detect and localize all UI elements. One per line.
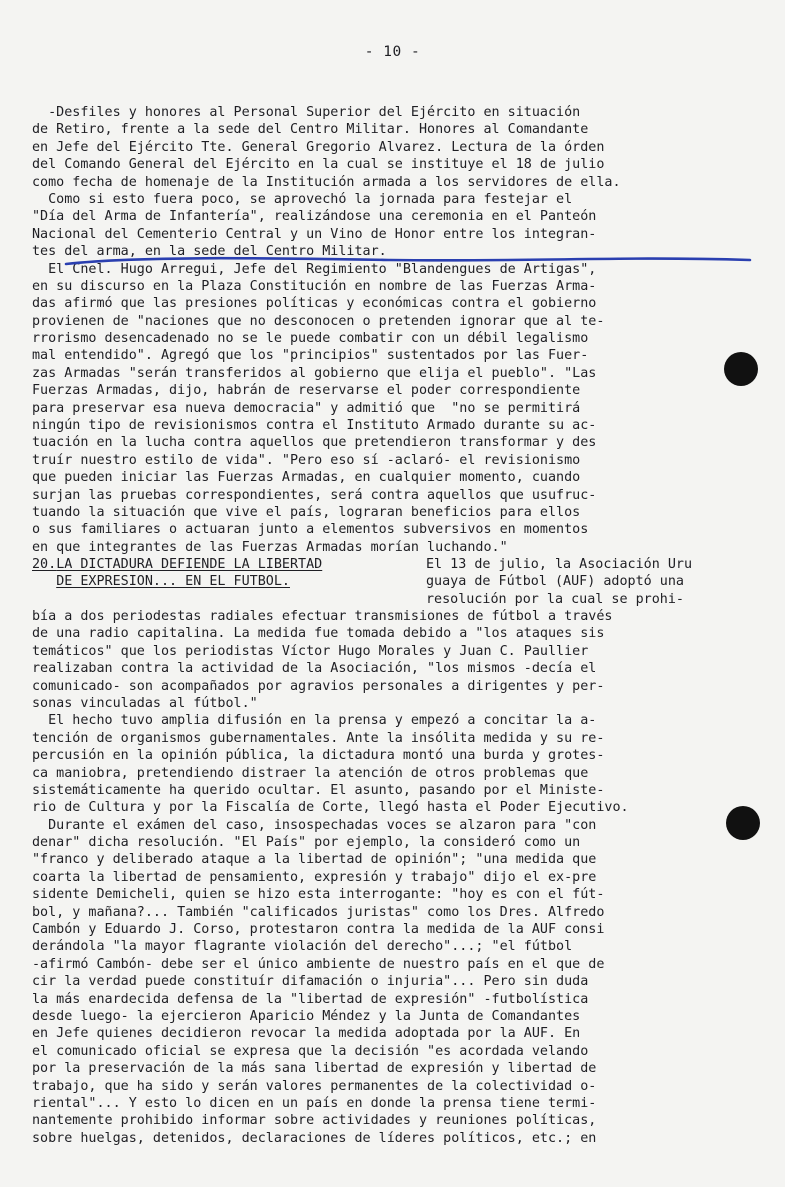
text-line: para preservar esa nueva democracia" y admitió que "no se permitirá [32,400,581,416]
text-line: denar" dicha resolución. "El País" por ejemplo, la consideró como un [32,835,581,851]
text-line: bol, y mañana?... También "calificados juristas" como los Dres. Alfredo [32,904,605,920]
section-title-line1: LA DICTADURA DEFIENDE LA LIBERTAD [56,557,323,572]
text-line: sistemáticamente ha querido ocultar. El asunto, pasando por el Ministe- [32,782,605,798]
text-line: el comunicado oficial se expresa que la decisión "es acordada velando [32,1043,589,1059]
text-line: la más enardecida defensa de la "libertad de expresión" -futbolística [32,991,589,1007]
text-line: mal entendido". Agregó que los "principios" sustentados por las Fuer- [32,348,589,364]
text-line: Cambón y Eduardo J. Corso, protestaron contra la medida de la AUF consi [32,922,605,938]
text-line: que pueden iniciar las Fuerzas Armadas, en cualquier momento, cuando [32,470,581,486]
text-line: en su discurso en la Plaza Constitución en nombre de las Fuerzas Arma- [32,278,597,294]
text-line: del Comando General del Ejército en la cual se instituye el 18 de julio [32,157,605,173]
text-line: El 13 de julio, la Asociación Uru [426,557,693,572]
text-line: sonas vinculadas al fútbol." [32,695,258,711]
text-line: bía a dos periodestas radiales efectuar transmisiones de fútbol a través [32,609,613,624]
text-line: o sus familiares o actuaran junto a elementos subversivos en momentos [32,522,589,538]
text-line: trabajo, que ha sido y serán valores permanentes de la colectividad o- [32,1078,597,1094]
pen-underline-mark [60,250,760,280]
text-line: -Desfiles y honores al Personal Superior del Ejército en situación [32,105,581,120]
text-line: rrorismo desencadenado no se le puede combatir con un débil legalismo [32,331,589,347]
text-line: riental"... Y esto lo dicen en un país en donde la prensa tiene termi- [32,1095,597,1111]
text-line: derándola "la mayor flagrante violación del derecho"...; "el fútbol [32,939,573,955]
text-line: ca maniobra, pretendiendo distraer la atención de otros problemas que [32,765,589,781]
text-line: das afirmó que las presiones políticas y económicas contra el gobierno [32,296,597,312]
ink-blot-mark [724,352,758,386]
text-line: tuando la situación que vive el país, lograran beneficios para ellos [32,504,581,520]
text-line: de una radio capitalina. La medida fue tomada debido a "los ataques sis [32,626,605,642]
text-line: Nacional del Cementerio Central y un Vino de Honor entre los integran- [32,226,597,242]
page-number: - 10 - [364,44,421,60]
text-line: provienen de "naciones que no desconocen o pretenden ignorar que al te- [32,313,605,329]
text-line: sidente Demicheli, quien se hizo esta interrogante: "hoy es con el fút- [32,887,605,903]
text-line: percusión en la opinión pública, la dictadura montó una burda y grotes- [32,748,605,764]
section-heading [32,556,422,591]
text-line: en Jefe del Ejército Tte. General Gregorio Alvarez. Lectura de la órden [32,139,605,155]
section-body [32,608,767,1147]
text-line: guaya de Fútbol (AUF) adoptó una [426,574,684,590]
text-line: zas Armadas "serán transferidos al gobierno que elija el pueblo". "Las [32,365,597,381]
text-line: comunicado- son acompañados por agravios personales a dirigentes y per- [32,678,605,694]
ink-blot-mark [726,806,760,840]
text-line: Durante el exámen del caso, insospechadas voces se alzaron para "con [32,817,597,833]
text-line: tes del arma, en la sede del Centro Militar. [32,244,387,260]
text-line: Fuerzas Armadas, dijo, habrán de reservarse el poder correspondiente [32,383,581,399]
section-heading-line1 [32,556,422,573]
text-line: como fecha de homenaje de la Institución armada a los servidores de ella. [32,174,621,190]
text-line: temáticos" que los periodistas Víctor Hugo Morales y Juan C. Paullier [32,643,589,659]
text-line: sobre huelgas, detenidos, declaraciones de líderes políticos, etc.; en [32,1130,597,1146]
section-intro-right [426,556,771,608]
paragraph-top [32,104,767,556]
text-line: por la preservación de la más sana libertad de expresión y libertad de [32,1061,597,1077]
section-title-line2: DE EXPRESION... EN EL FUTBOL. [56,574,290,590]
text-line: cir la verdad puede constituír difamación o injuria"... Pero sin duda [32,974,589,990]
text-line: resolución por la cual se prohi- [426,591,684,607]
section-heading-line2-wrap [32,573,422,590]
text-line: "franco y deliberado ataque a la libertad de opinión"; "una medida que [32,852,597,868]
text-line: tención de organismos gubernamentales. Ante la insólita medida y su re- [32,730,605,746]
text-line: tuación en la lucha contra aquellos que pretendieron transformar y des [32,435,597,451]
text-line: El Cnel. Hugo Arregui, Jefe del Regimiento "Blandengues de Artigas", [32,261,597,277]
text-line: de Retiro, frente a la sede del Centro Militar. Honores al Comandante [32,122,589,138]
text-line: en Jefe quienes decidieron revocar la medida adoptada por la AUF. En [32,1026,581,1042]
text-line: desde luego- la ejercieron Aparicio Méndez y la Junta de Comandantes [32,1008,581,1024]
text-line: -afirmó Cambón- debe ser el único ambiente de nuestro país en el que de [32,956,605,972]
text-line: El hecho tuvo amplia difusión en la prensa y empezó a concitar la a- [32,713,597,729]
text-line: nantemente prohibido informar sobre actividades y reuniones políticas, [32,1113,597,1129]
text-line: "Día del Arma de Infantería", realizándose una ceremonia en el Panteón [32,209,597,225]
text-line: surjan las pruebas correspondientes, será contra aquellos que usufruc- [32,487,597,503]
text-line: coarta la libertad de pensamiento, expresión y trabajo" dijo el ex-pre [32,869,597,885]
text-line: realizaban contra la actividad de la Asociación, "los mismos -decía el [32,661,597,677]
text-line: truír nuestro estilo de vida". "Pero eso sí -aclaró- el revisionismo [32,452,581,468]
text-line: Como si esto fuera poco, se aprovechó la jornada para festejar el [32,191,573,207]
text-line: en que integrantes de las Fuerzas Armadas morían luchando." [32,539,508,555]
text-line: rio de Cultura y por la Fiscalía de Corte, llegó hasta el Poder Ejecutivo. [32,800,629,816]
section-number: 20. [32,557,57,572]
text-line: ningún tipo de revisionismos contra el Instituto Armado durante su ac- [32,418,597,434]
